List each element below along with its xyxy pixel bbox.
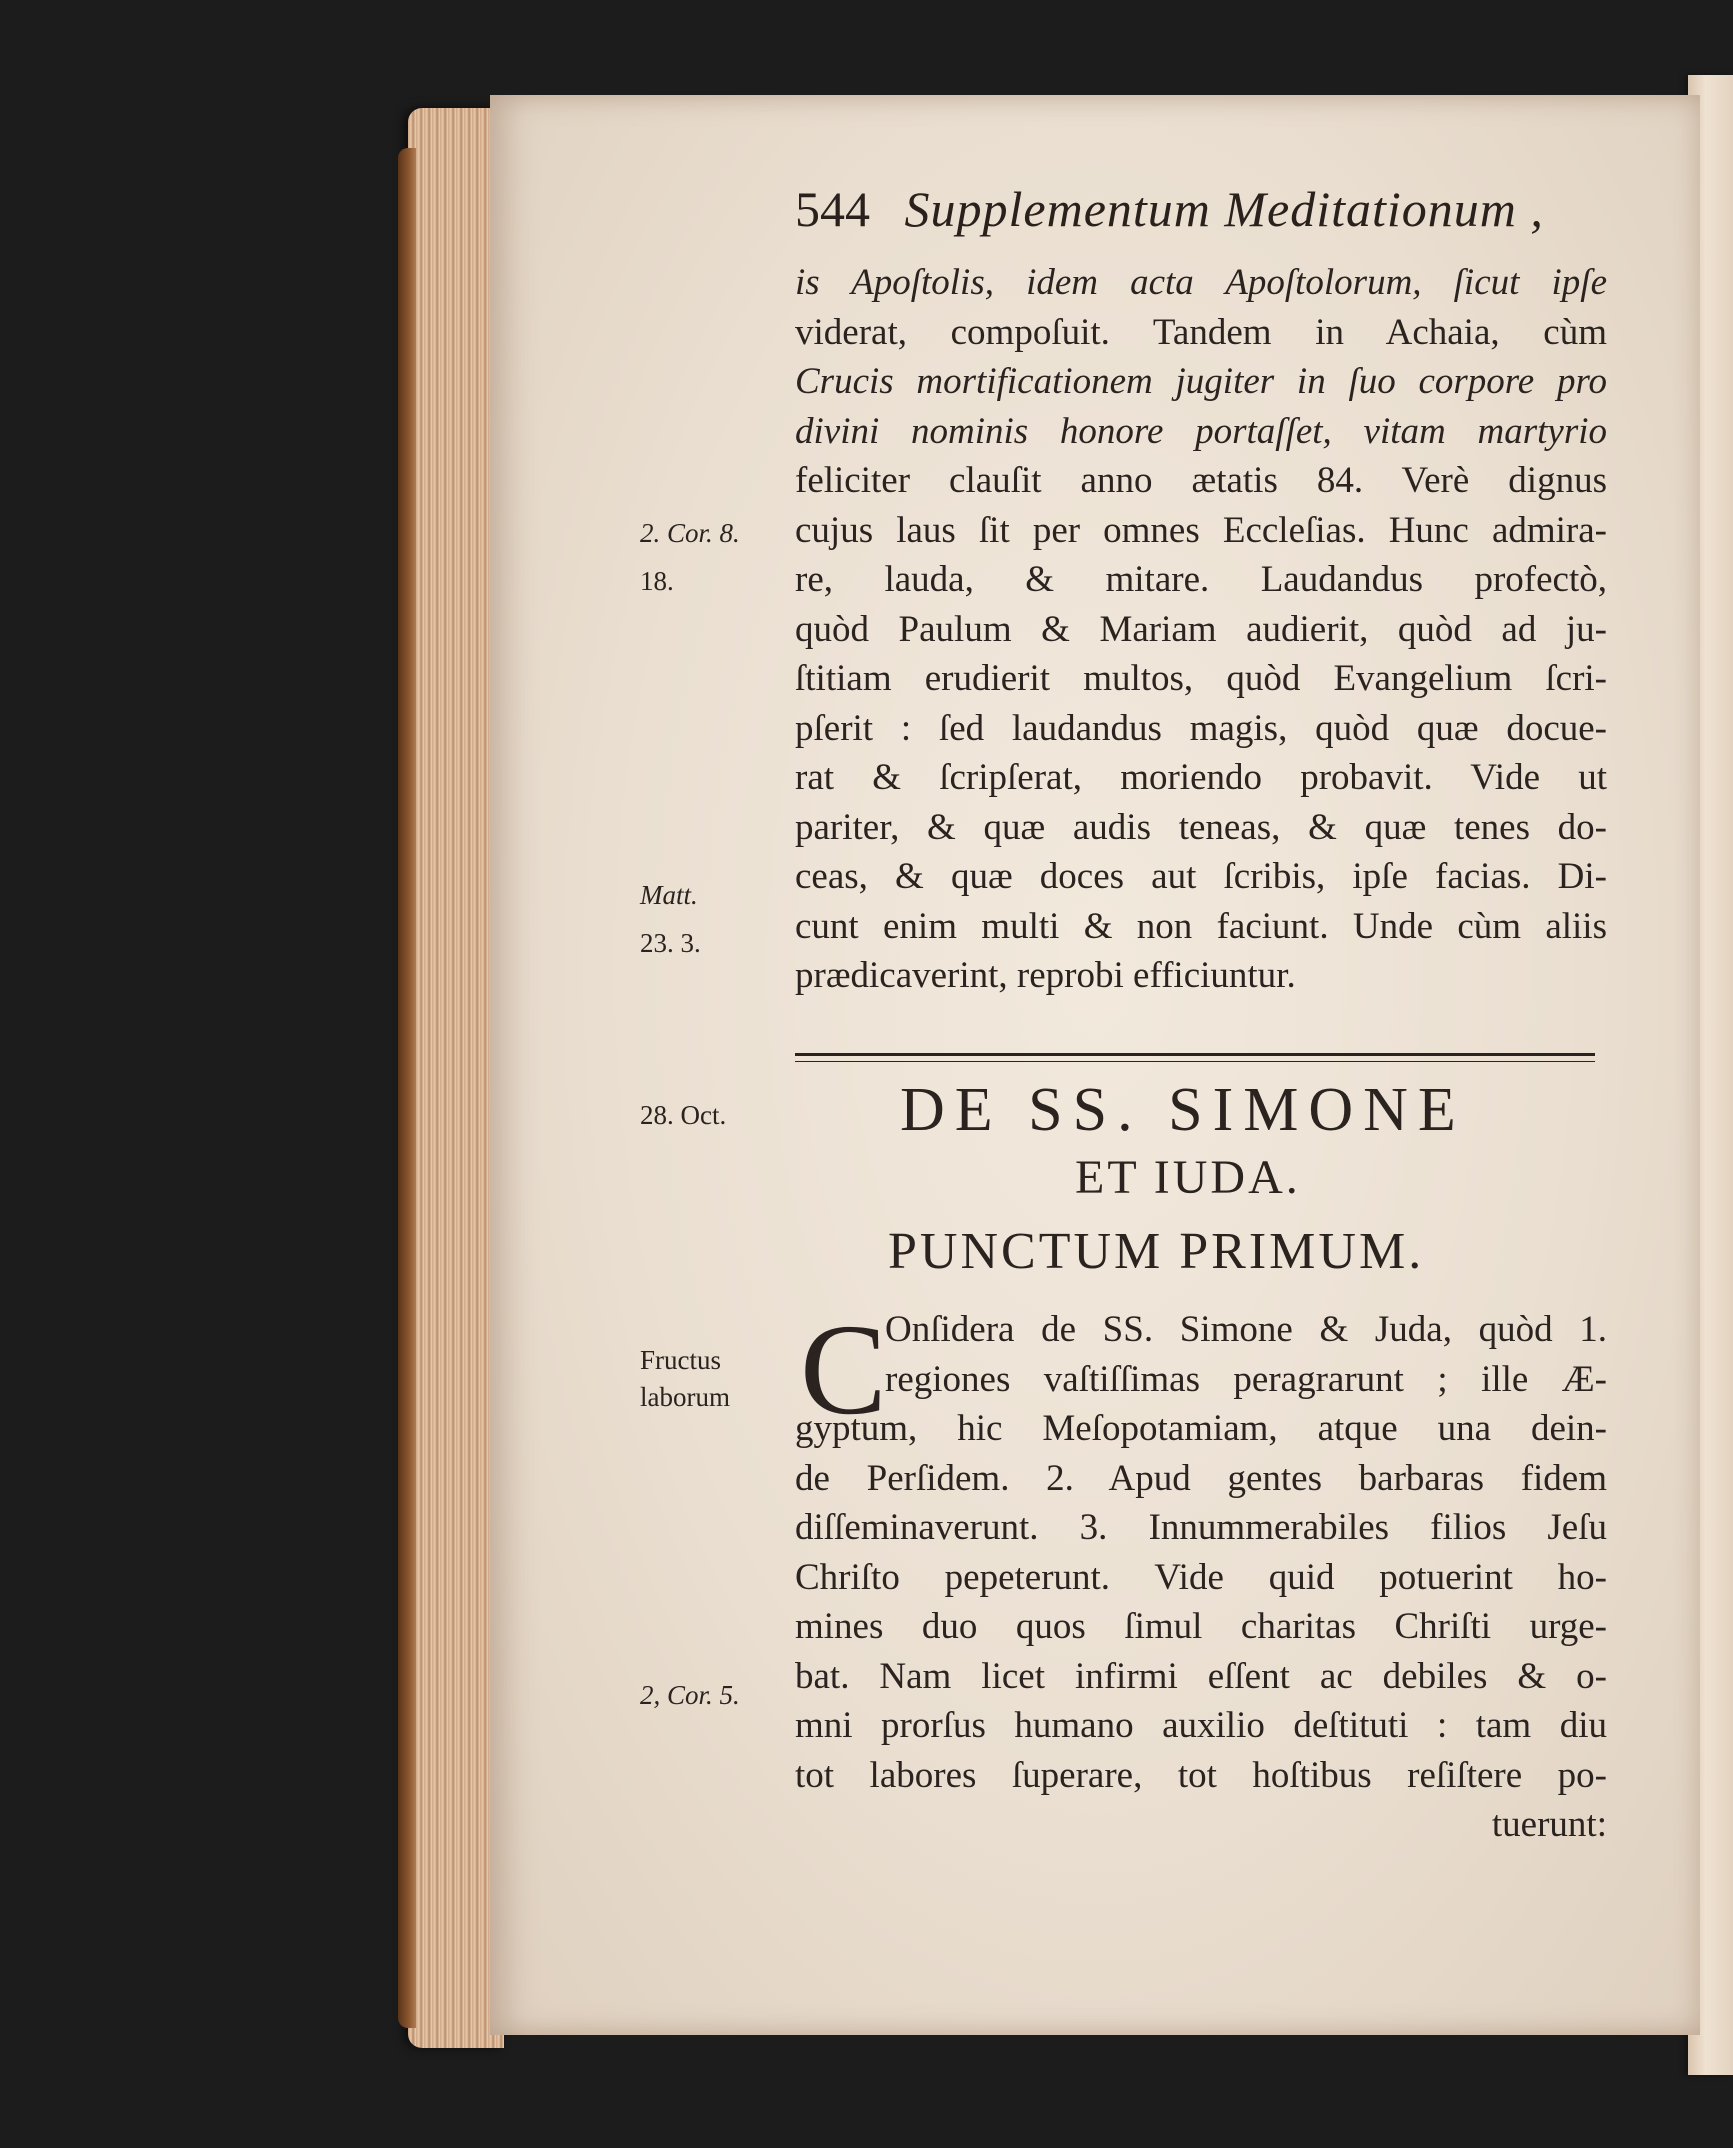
catchword: tuerunt: bbox=[1491, 1804, 1607, 1845]
text-line: ceas, & quæ doces aut ſcribis, ipſe facias. Di- bbox=[795, 856, 1607, 897]
text-line: is Apoſtolis, idem acta Apoſtolorum, ſicut ipſe bbox=[795, 262, 1607, 303]
page-number: 544 bbox=[795, 181, 870, 237]
text-line: quòd Paulum & Mariam audierit, quòd ad ju- bbox=[795, 608, 1607, 650]
text-line: cunt enim multi & non faciunt. Unde cùm aliis bbox=[795, 905, 1607, 947]
text-line: rat & ſcripſerat, moriendo probavit. Vide ut bbox=[795, 757, 1607, 798]
section-rule-thin bbox=[795, 1061, 1595, 1062]
text-line: diſſeminaverunt. 3. Innummerabiles filios Jeſu bbox=[795, 1507, 1607, 1548]
upper-text-block bbox=[795, 258, 1607, 1001]
text-line: re, lauda, & mitare. Laudandus profectò, bbox=[795, 559, 1607, 600]
text-line: mines duo quos ſimul charitas Chriſti urge- bbox=[795, 1606, 1607, 1647]
text-line: divini nominis honore portaſſet, vitam martyrio bbox=[795, 410, 1607, 452]
text-line: feliciter clauſit anno ætatis 84. Verè dignus bbox=[795, 460, 1607, 501]
margin-ref-cor2: 2, Cor. 5. bbox=[640, 1680, 740, 1710]
text-line: gyptum, hic Meſopotamiam, atque una dein- bbox=[795, 1408, 1607, 1449]
margin-ref-cor-verse: 18. bbox=[640, 566, 674, 596]
text-line: pariter, & quæ audis teneas, & quæ tenes do- bbox=[795, 806, 1607, 848]
drop-cap: C bbox=[800, 1298, 887, 1442]
margin-ref-matt: Matt. bbox=[640, 880, 698, 910]
section-heading: DE SS. SIMONE bbox=[900, 1076, 1466, 1144]
text-line: bat. Nam licet infirmi eſſent ac debiles & o- bbox=[795, 1655, 1607, 1697]
text-line: de Perſidem. 2. Apud gentes barbaras fidem bbox=[795, 1457, 1607, 1499]
text-line: cujus laus ſit per omnes Eccleſias. Hunc admira- bbox=[795, 509, 1607, 551]
lower-text-first-lines bbox=[885, 1305, 1607, 1404]
text-line: Chriſto pepeterunt. Vide quid potuerint ho- bbox=[795, 1556, 1607, 1598]
margin-note-laborum: laborum bbox=[640, 1382, 730, 1412]
section-heading-second-line: ET IUDA. bbox=[1075, 1151, 1301, 1204]
margin-ref-cor: 2. Cor. 8. bbox=[640, 518, 740, 548]
text-line: Onſidera de SS. Simone & Juda, quòd 1. bbox=[885, 1309, 1607, 1350]
text-line: ſtitiam erudierit multos, quòd Evangelium ſcri- bbox=[795, 658, 1607, 699]
text-line: Crucis mortificationem jugiter in ſuo corpore pro bbox=[795, 361, 1607, 402]
margin-note-fructus: Fructus bbox=[640, 1345, 721, 1375]
running-title: Supplementum Meditationum , bbox=[904, 181, 1544, 237]
running-header bbox=[795, 180, 1595, 238]
text-line: tot labores ſuperare, tot hoſtibus reſiſtere po- bbox=[795, 1754, 1607, 1796]
text-line: pſerit : ſed laudandus magis, quòd quæ docue- bbox=[795, 707, 1607, 749]
section-rule bbox=[795, 1053, 1595, 1056]
text-line: regiones vaſtiſſimas peragrarunt ; ille Æ- bbox=[885, 1358, 1607, 1400]
margin-date: 28. Oct. bbox=[640, 1100, 727, 1130]
margin-ref-matt-verse: 23. 3. bbox=[640, 928, 701, 958]
text-line: prædicaverint, reprobi efficiuntur. bbox=[795, 955, 1296, 996]
text-line: viderat, compoſuit. Tandem in Achaia, cùm bbox=[795, 311, 1607, 353]
lower-text-block bbox=[795, 1404, 1607, 1850]
text-line: mni prorſus humano auxilio deſtituti : tam diu bbox=[795, 1705, 1607, 1746]
section-subheading: PUNCTUM PRIMUM. bbox=[888, 1223, 1425, 1280]
